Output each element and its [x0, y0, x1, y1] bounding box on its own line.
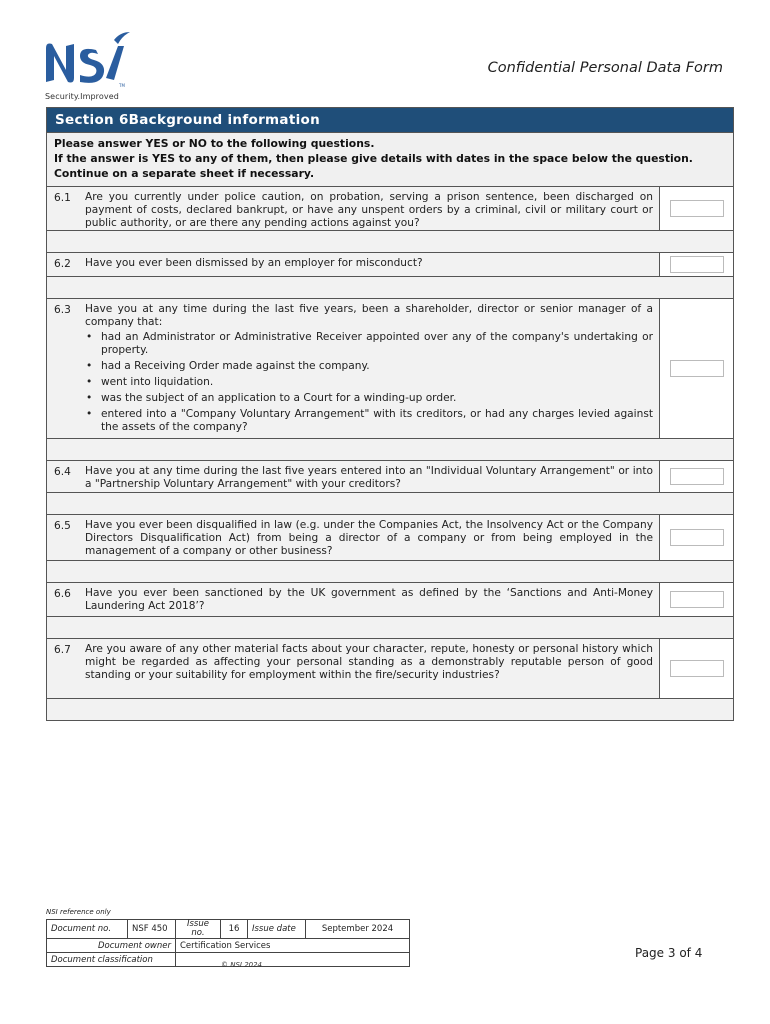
answer-input-6-4[interactable]: [670, 468, 724, 485]
list-item: • went into liquidation.: [85, 376, 653, 389]
details-space-6-6[interactable]: [47, 616, 733, 638]
instruction-line: Continue on a separate sheet if necessary.: [54, 167, 315, 180]
instruction-line: Please answer YES or NO to the following questions.: [54, 137, 375, 150]
details-space-6-2[interactable]: [47, 276, 733, 298]
copyright: © NSI 2024: [221, 961, 263, 969]
question-text: Are you currently under police caution, on probation, serving a prison sentence, been discharged on payment of costs, declared bankrupt, or have any unspent orders by a criminal, civil or military court or public authority, or are there any pending actions against you?: [85, 187, 660, 230]
answer-cell: [660, 187, 733, 230]
question-number: 6.2: [54, 258, 71, 270]
question-text: Have you at any time during the last five years, been a shareholder, director or senior manager of a company that:: [85, 303, 653, 328]
instruction-line: If the answer is YES to any of them, then please give details with dates in the space below the question.: [54, 152, 693, 165]
issue-date-value: September 2024: [306, 920, 410, 939]
classification-label: Document classification: [47, 953, 176, 967]
question-number: 6.4: [54, 466, 71, 478]
issue-date-label: Issue date: [248, 920, 306, 939]
question-number: 6.1: [54, 192, 71, 204]
question-text: Have you ever been dismissed by an employer for misconduct?: [85, 253, 660, 276]
section-instructions: [47, 132, 733, 186]
owner-label: Document owner: [47, 939, 176, 953]
logo-tagline: Security.Improved: [45, 92, 119, 101]
bullet-list: [85, 331, 653, 434]
question-row-6-5: [47, 514, 733, 560]
doc-no-value: NSF 450: [128, 920, 176, 939]
issue-no-label: Issue no.: [176, 920, 221, 939]
list-item: • had a Receiving Order made against the company.: [85, 360, 653, 373]
doc-no-label: Document no.: [47, 920, 128, 939]
details-space-6-1[interactable]: [47, 230, 733, 252]
question-number: 6.7: [54, 644, 71, 656]
form-title: Confidential Personal Data Form: [487, 60, 723, 76]
question-row-6-1: [47, 186, 733, 230]
answer-input-6-3[interactable]: [670, 360, 724, 377]
question-text: Have you at any time during the last five years entered into an "Individual Voluntary Arrangement" or into a "Partnership Voluntary Arrangement" with your creditors?: [85, 461, 660, 492]
background-information-section: [46, 107, 734, 721]
question-text: Have you ever been sanctioned by the UK government as defined by the ‘Sanctions and Anti-Money Laundering Act 2018’?: [85, 583, 660, 616]
nsi-logo-n-icon: [46, 44, 74, 83]
question-row-6-2: [47, 252, 733, 276]
svg-text:TM: TM: [119, 83, 125, 88]
answer-input-6-7[interactable]: [670, 660, 724, 677]
answer-cell: [660, 461, 733, 492]
answer-input-6-5[interactable]: [670, 529, 724, 546]
question-number: 6.3: [54, 304, 71, 316]
question-text: Have you ever been disqualified in law (e.g. under the Companies Act, the Insolvency Act or the Company Directors Disqualification Act) from being a director of a company or from being employed in the management of a company or other business?: [85, 515, 660, 560]
classification-value: [176, 953, 410, 967]
answer-input-6-6[interactable]: [670, 591, 724, 608]
answer-cell: [660, 299, 733, 438]
details-space-6-7[interactable]: [47, 698, 733, 720]
reference-label: NSI reference only: [46, 908, 111, 916]
answer-cell: [660, 583, 733, 616]
question-row-6-7: [47, 638, 733, 698]
list-item: • had an Administrator or Administrative Receiver appointed over any of the company's undertaking or property.: [85, 331, 653, 357]
owner-value: Certification Services: [176, 939, 410, 953]
question-row-6-4: [47, 460, 733, 492]
section-title: Section 6Background information: [47, 108, 733, 132]
nsi-logo-swoosh-icon: [114, 32, 130, 44]
answer-input-6-1[interactable]: [670, 200, 724, 217]
question-row-6-3: [47, 298, 733, 438]
details-space-6-5[interactable]: [47, 560, 733, 582]
list-item: • was the subject of an application to a Court for a winding-up order.: [85, 392, 653, 405]
page-number: Page 3 of 4: [635, 946, 703, 960]
details-space-6-4[interactable]: [47, 492, 733, 514]
answer-input-6-2[interactable]: [670, 256, 724, 273]
question-text-block: [85, 299, 660, 438]
answer-cell: [660, 515, 733, 560]
question-row-6-6: [47, 582, 733, 616]
question-number: 6.6: [54, 588, 71, 600]
question-number: 6.5: [54, 520, 71, 532]
nsi-logo-i-icon: [106, 46, 124, 80]
question-text: Are you aware of any other material facts about your character, repute, honesty or personal history which might be regarded as affecting your personal standing as a demonstrably reputable person of good standing or your suitability for employment within the fire/security industries?: [85, 639, 660, 698]
answer-cell: [660, 639, 733, 698]
document-control-table: [46, 919, 410, 967]
nsi-logo-s-icon: [80, 49, 104, 83]
issue-no-value: 16: [221, 920, 248, 939]
list-item: • entered into a "Company Voluntary Arrangement" with its creditors, or had any charges levied against the assets of the company?: [85, 408, 653, 434]
answer-cell: [660, 253, 733, 276]
details-space-6-3[interactable]: [47, 438, 733, 460]
